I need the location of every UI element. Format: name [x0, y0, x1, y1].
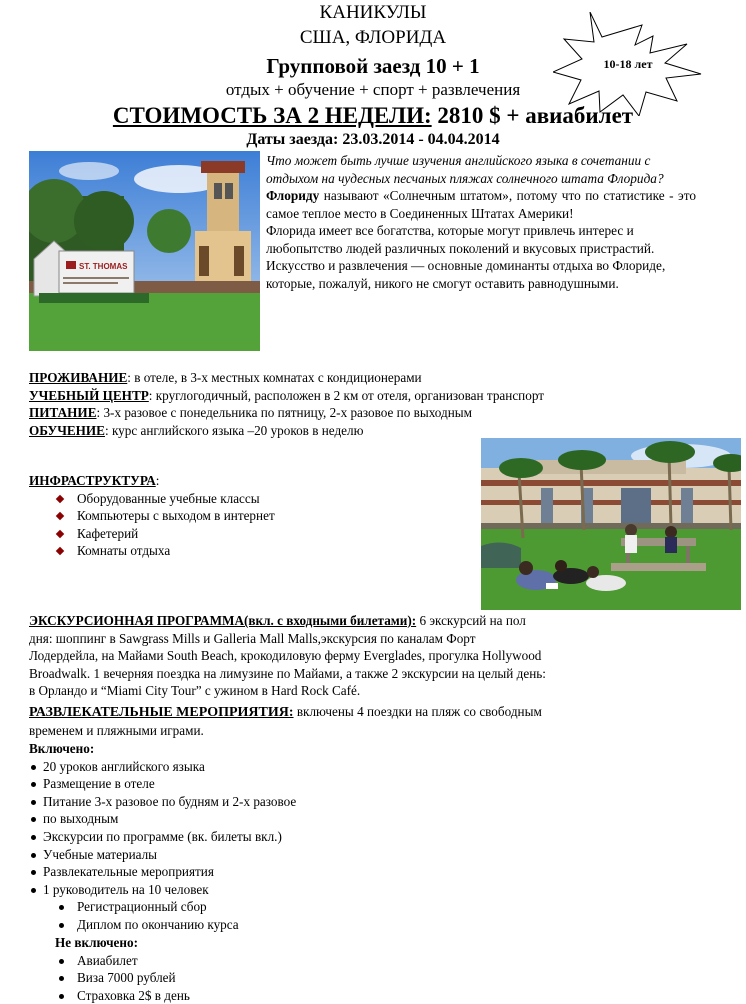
list-item: Регистрационный сбор: [29, 898, 429, 916]
price-value: 2810 $ + авиабилет: [431, 103, 634, 128]
list-item: 1 руководитель на 10 человек: [29, 881, 429, 899]
study-line: [29, 422, 649, 440]
intro-paragraph-2: Флорида имеет все богатства, которые могут привлечь интерес и любопытство людей различных поколений и вкусовых пристрастий. Искусство и развлечения — основные доминанты отдыха во Флориде, которые, пожалуй, никого не смогут оставить равнодушными.: [266, 223, 666, 291]
list-item: 20 уроков английского языка: [29, 758, 429, 776]
infrastructure-section: [29, 472, 449, 560]
center-label: УЧЕБНЫЙ ЦЕНТР: [29, 387, 149, 403]
list-item-continuation: [29, 810, 429, 828]
arrival-dates: Даты заезда: 23.03.2014 - 04.04.2014: [246, 131, 500, 148]
infrastructure-list: [29, 490, 449, 560]
excursions-text-1: 6 экскурсий на пол: [416, 613, 526, 628]
food-line: [29, 404, 649, 422]
excursions-line-3: Лодердейла, на Майами South Beach, крокодиловую ферму Everglades, прогулка Hollywood: [29, 648, 542, 664]
intro-text: [266, 152, 696, 292]
intro-lead: Что может быть лучше изучения английского языка в сочетании с отдыхом на чудесных песчаных пляжах солнечного штата Флорида?: [266, 153, 664, 186]
age-badge: [553, 12, 703, 116]
entertainment-text-1: включены 4 поездки на пляж со свободным: [293, 704, 542, 719]
list-item: Экскурсии по программе (вк. билеты вкл.): [29, 828, 429, 846]
study-label: ОБУЧЕНИЕ: [29, 422, 105, 438]
students-lawn-photo: [481, 438, 741, 610]
intro-florida-bold: Флориду: [266, 188, 320, 203]
list-item: Учебные материалы: [29, 846, 429, 864]
not-included-section: [29, 934, 429, 1004]
excursions-label: ЭКСКУРСИОННАЯ ПРОГРАММА(вкл. с входными билетами):: [29, 613, 417, 628]
campus-sign-text: ST. THOMAS: [79, 262, 128, 271]
not-included-label: Не включено:: [55, 935, 138, 950]
study-text: : курс английского языка –20 уроков в неделю: [104, 422, 364, 438]
intro-p1-text: называют «Солнечным штатом», потому что по статистике - это самое теплое место в Соединенных Штатах Америки!: [266, 188, 696, 221]
campus-gate-photo: [29, 151, 260, 351]
included-list: [29, 758, 429, 899]
list-item: Кафетерий: [29, 525, 449, 543]
included-sub-list: [29, 898, 429, 933]
food-text: : 3-х разовое с понедельника по пятницу, 2-х разовое по выходным: [96, 405, 472, 421]
excursions-line-1: [29, 612, 669, 630]
entertainment-line-2: временем и пляжными играми.: [29, 722, 204, 738]
title-holidays: КАНИКУЛЫ: [319, 2, 427, 23]
title-activities: отдых + обучение + спорт + развлечения: [225, 80, 521, 99]
list-item: Виза 7000 рублей: [29, 969, 429, 987]
list-item-continuation-text: по выходным: [43, 811, 119, 827]
excursions-line-4: Broadwalk. 1 вечерняя поездка на лимузине по Майами, а также 2 экскурсии на целый день:: [29, 665, 546, 681]
entertainment-line-1: [29, 703, 669, 722]
details-section: [29, 369, 649, 439]
intro-paragraph-1: [266, 187, 696, 222]
list-item: Развлекательные мероприятия: [29, 863, 429, 881]
age-badge-text: 10-18 лет: [603, 57, 653, 71]
list-item: Страховка 2$ в день: [29, 987, 429, 1004]
excursions-line-5: в Орландо и “Miami City Tour” с ужином в Hard Rock Café.: [29, 683, 361, 699]
not-included-list: [29, 952, 429, 1004]
list-item: Питание 3-х разовое по будням и 2-х разовое: [29, 793, 429, 811]
housing-text: : в отеле, в 3-х местных комнатах с кондиционерами: [127, 370, 422, 385]
included-label: Включено:: [29, 741, 95, 756]
title-location: США, ФЛОРИДА: [299, 27, 447, 48]
food-label: ПИТАНИЕ: [29, 405, 97, 421]
entertainment-section: [29, 703, 669, 739]
list-item: Комнаты отдыха: [29, 542, 449, 560]
entertainment-label: РАЗВЛЕКАТЕЛЬНЫЕ МЕРОПРИЯТИЯ:: [29, 705, 294, 720]
list-item: Авиабилет: [29, 952, 429, 970]
infrastructure-colon: :: [155, 473, 160, 488]
center-text: : круглогодичный, расположен в 2 км от отеля, организован транспорт: [148, 387, 545, 403]
housing-line: [29, 369, 649, 387]
list-item: Размещение в отеле: [29, 775, 429, 793]
infrastructure-label: ИНФРАСТРУКТУРА: [29, 473, 156, 488]
included-section: [29, 740, 429, 934]
infrastructure-heading: [29, 472, 449, 490]
title-group: Групповой заезд 10 + 1: [266, 54, 480, 78]
excursions-line-2: дня: шоппинг в Sawgrass Mills и Galleria Mall Malls,экскурсия по каналам Форт: [29, 630, 476, 646]
excursions-section: [29, 612, 669, 700]
list-item: Компьютеры с выходом в интернет: [29, 507, 449, 525]
list-item: Оборудованные учебные классы: [29, 490, 449, 508]
list-item: Диплом по окончанию курса: [29, 916, 429, 934]
housing-label: ПРОЖИВАНИЕ: [29, 370, 128, 385]
center-line: [29, 387, 649, 405]
price-label: СТОИМОСТЬ ЗА 2 НЕДЕЛИ:: [112, 103, 432, 128]
